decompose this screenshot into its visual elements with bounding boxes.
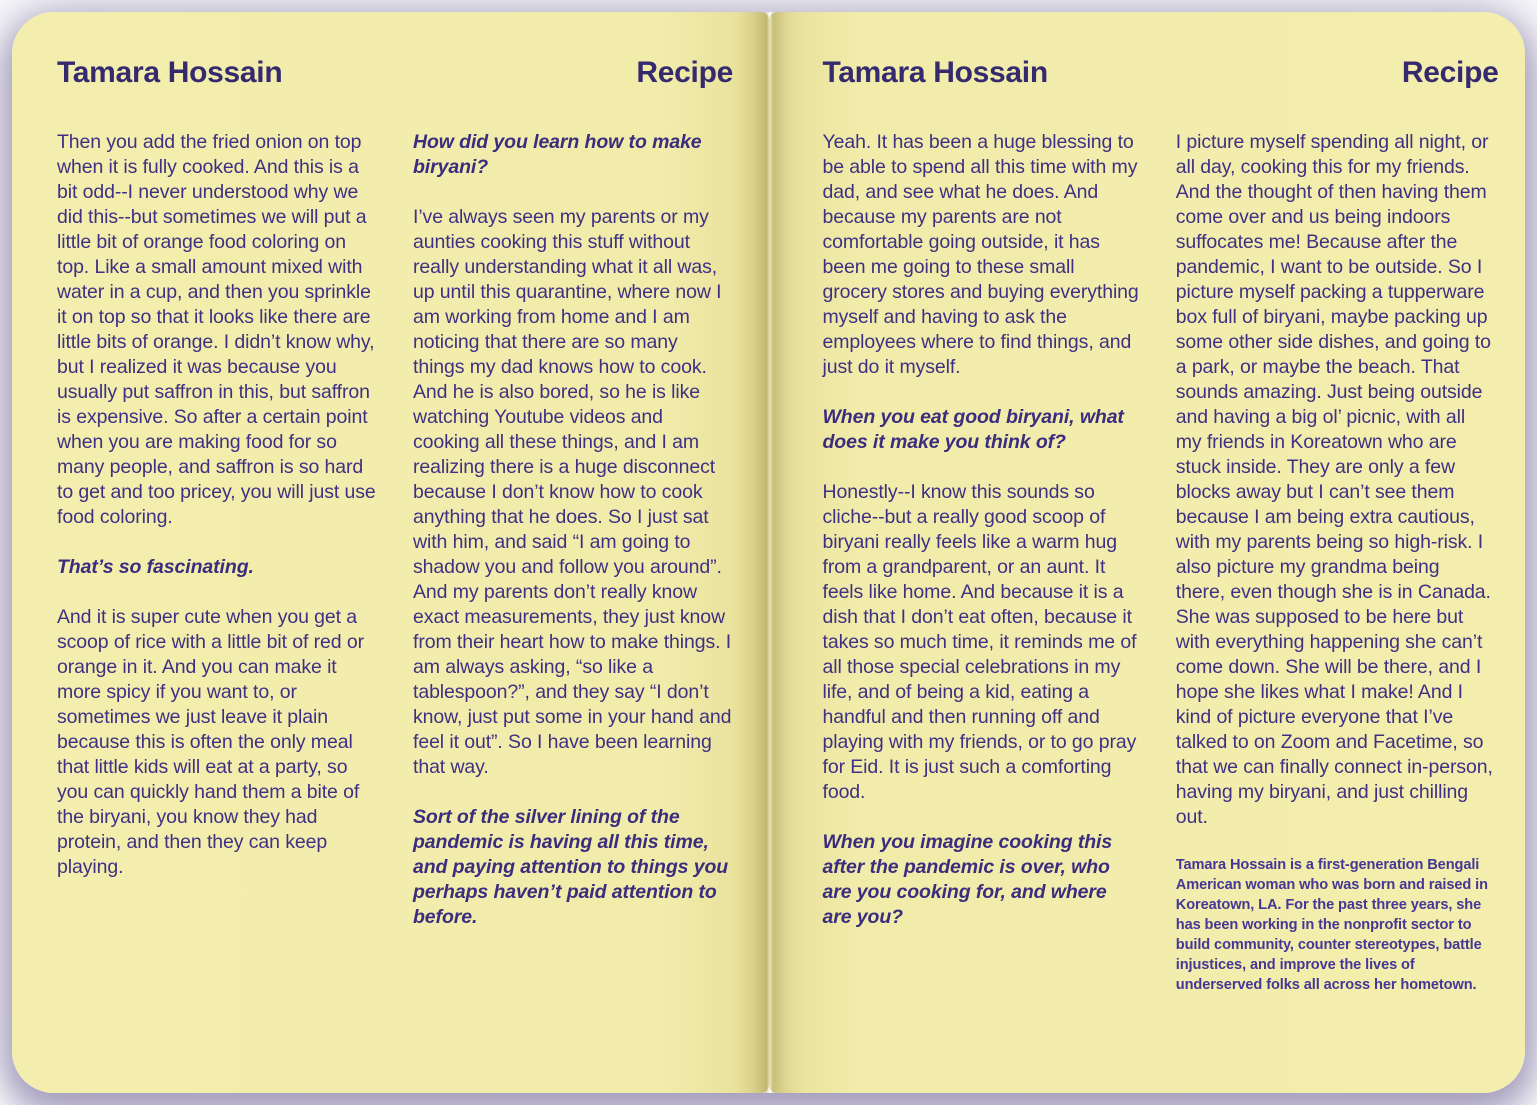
answer-paragraph: Honestly--I know this sounds so cliche--but a really good scoop of biryani really feels like a warm hug from a grandparent, or an aunt. It feels like home. And because it is a dish that I don’t eat often, because it takes so much time, it reminds me of all those special celebrations in my life, and of being a kid, eating a handful and then running off and playing with my friends, or to go pray for Eid. It is just such a comforting food.: [822, 481, 1137, 803]
page-left: [12, 12, 769, 1093]
answer-paragraph: Yeah. It has been a huge blessing to be able to spend all this time with my dad, and see what he does. And because my parents are not comfortable going outside, it has been me going to these small grocery stores and buying everything myself and having to ask the employees where to find things, and just do it myself.: [822, 131, 1139, 378]
interviewer-question: Sort of the silver lining of the pandemic is having all this time, and paying attention to things you perhaps haven’t paid attention to before.: [413, 806, 729, 928]
page-right: [769, 12, 1526, 1093]
page-left-header: [57, 56, 733, 90]
interviewer-question: When you imagine cooking this after the pandemic is over, who are you cooking for, and where are you?: [822, 831, 1113, 928]
answer-paragraph: Then you add the fried onion on top when it is fully cooked. And this is a bit odd--I never understood why we did this--but sometimes we will put a little bit of orange food coloring on top. Like a small amount mixed with water in a cup, and then you sprinkle it on top so that it looks like there are little bits of orange. I didn’t know why, but I realized it was because you usually put saffron in this, but saffron is expensive. So after a certain point when you are making food for so many people, and saffron is so hard to get and too pricey, you will just use food coloring.: [57, 131, 376, 528]
speaker-name-heading: Tamara Hossain: [57, 56, 283, 89]
speaker-name-heading: Tamara Hossain: [822, 56, 1048, 89]
answer-paragraph: I picture myself spending all night, or all day, cooking this for my friends. And the thought of then having them come over and us being indoors suffocates me! Because after the pandemic, I want to be outside. So I picture myself packing a tupperware box full of biryani, maybe packing up some other side dishes, and going to a park, or maybe the beach. That sounds amazing. Just being outside and having a big ol’ picnic, with all my friends in Koreatown who are stuck inside. They are only a few blocks away but I can’t see them because I am being extra cautious, with my parents being so high-risk. I also picture my grandma being there, even though she is in Canada. She was supposed to be here but with everything happening she can’t come down. She will be there, and I hope she likes what I make! And I kind of picture everyone that I’ve talked to on Zoom and Facetime, so that we can finally connect in-person, having my biryani, and just chilling out.: [1175, 131, 1493, 828]
column-1: [57, 130, 377, 955]
page-right-columns: [823, 130, 1494, 1020]
answer-paragraph: I’ve always seen my parents or my aunties cooking this stuff without really understanding what it all was, up until this quarantine, where now I am working from home and I am noticing that there are so many things my dad knows how to cook. And he is also bored, so he is like watching Youtube videos and cooking all these things, and I am realizing there is a huge disconnect because I don’t know how to cook anything that he does. So I just sat with him, and said “I am going to shadow you and follow you around”. And my parents don’t really know exact measurements, they just know from their heart how to make things. I am always asking, “so like a tablespoon?”, and they say “I don’t know, just put some in your hand and feel it out”. So I have been learning that way.: [413, 206, 732, 778]
column-2: [413, 130, 733, 955]
interviewer-question: How did you learn how to make biryani?: [413, 131, 702, 178]
book-spread: [12, 12, 1525, 1093]
section-title-heading: Recipe: [636, 56, 733, 89]
column-3: [823, 130, 1140, 1020]
page-right-header: [823, 56, 1499, 90]
column-4: [1176, 130, 1493, 1020]
interviewer-question: When you eat good biryani, what does it make you think of?: [822, 406, 1124, 453]
interviewer-question: That’s so fascinating.: [57, 556, 254, 578]
page-left-columns: [57, 130, 737, 955]
author-bio: Tamara Hossain is a first-generation Bengali American woman who was born and raised in Koreatown, LA. For the past three years, she has been working in the nonprofit sector to build community, counter stereotypes, battle injustices, and improve the lives of underserved folks all across her hometown.: [1175, 857, 1488, 993]
answer-paragraph: And it is super cute when you get a scoop of rice with a little bit of red or orange in it. And you can make it more spicy if you want to, or sometimes we just leave it plain because this is often the only meal that little kids will eat at a party, so you can quickly hand them a bite of the biryani, you know they had protein, and then they can keep playing.: [57, 606, 364, 878]
section-title-heading: Recipe: [1401, 56, 1499, 89]
